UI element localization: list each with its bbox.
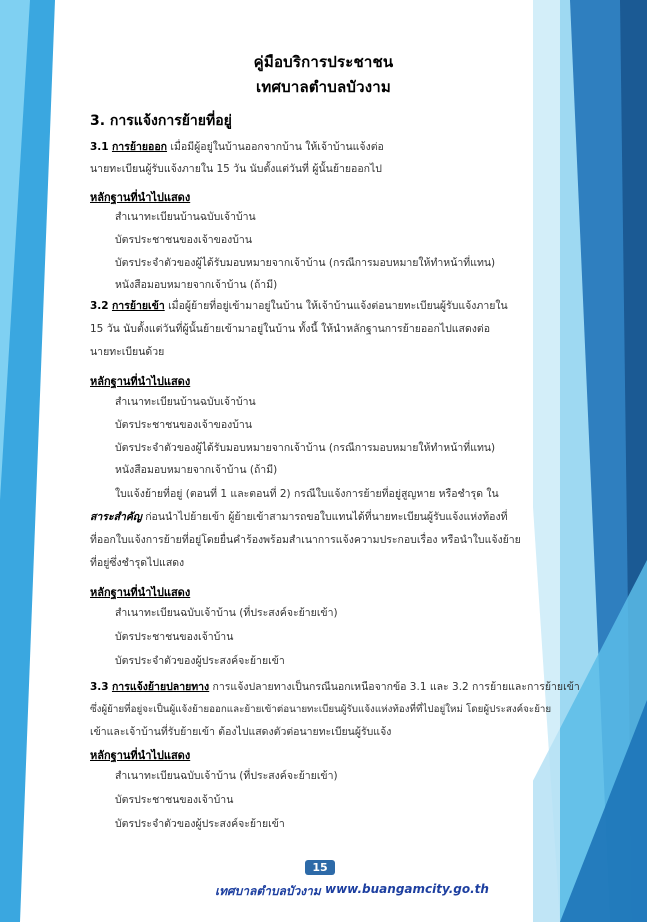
content-sheet-edge — [533, 0, 560, 922]
s31-item: บัตรประจำตัวของผู้ได้รับมอบหมายจากเจ้าบ้าน (กรณีการมอบหมายให้ทำหน้าที่แทน) — [115, 257, 496, 269]
s32-text1: เมื่อผู้ย้ายที่อยู่เข้ามาอยู่ในบ้าน ให้เจ้าบ้านแจ้งต่อนายทะเบียนผู้รับแจ้งภายใน — [168, 300, 508, 312]
s32-evidence2-heading: หลักฐานที่นำไปแสดง — [90, 586, 191, 599]
s32-item2: สำเนาทะเบียนฉบับเจ้าบ้าน (ที่ประสงค์จะย้ายเข้า) — [115, 607, 338, 619]
s33-item: บัตรประจำตัวของผู้ประสงค์จะย้ายเข้า — [115, 818, 285, 830]
s32-text3: นายทะเบียนด้วย — [90, 346, 165, 358]
s31-number: 3.1 — [90, 141, 109, 153]
footer-org: เทศบาลตำบลบัวงาม — [215, 884, 321, 898]
s31-text2: นายทะเบียนผู้รับแจ้งภายใน 15 วัน นับตั้งแต่วันที่ ผู้นั้นย้ายออกไป — [90, 163, 382, 175]
s32-item: บัตรประชาชนของเจ้าของบ้าน — [115, 419, 252, 431]
s32-item2: บัตรประชาชนของเจ้าบ้าน — [115, 631, 234, 643]
s32-item: หนังสือมอบหมายจากเจ้าบ้าน (ถ้ามี) — [115, 464, 278, 476]
s33-title: การแจ้งย้ายปลายทาง — [111, 681, 210, 693]
s33-text1: การแจ้งปลายทางเป็นกรณีนอกเหนือจากข้อ 3.1 และ 3.2 การย้ายและการย้ายเข้า — [212, 681, 580, 693]
s32-text2: 15 วัน นับตั้งแต่วันที่ผู้นั้นย้ายเข้ามาอยู่ในบ้าน ทั้งนี้ ให้นำหลักฐานการย้ายออกไปแสดงต่อ — [90, 323, 491, 335]
s32-note2-line — [90, 510, 508, 524]
s33-number: 3.3 — [90, 681, 109, 693]
s33-evidence-heading: หลักฐานที่นำไปแสดง — [90, 749, 191, 762]
s33-text2: ซึ่งผู้ย้ายที่อยู่จะเป็นผู้แจ้งย้ายออกและย้ายเข้าต่อนายทะเบียนผู้รับแจ้งแห่งท้องที่ที่ไปอยู่ใหม่ โดยผู้ประสงค์จะย้าย — [90, 704, 552, 715]
s33-item: บัตรประชาชนของเจ้าบ้าน — [115, 794, 234, 806]
s31-item: หนังสือมอบหมายจากเจ้าบ้าน (ถ้ามี) — [115, 279, 278, 291]
section-heading: 3. การแจ้งการย้ายที่อยู่ — [90, 113, 232, 129]
s31-item: สำเนาทะเบียนบ้านฉบับเจ้าบ้าน — [115, 211, 256, 223]
s33-text3: เข้าและเจ้าบ้านที่รับย้ายเข้า ต้องไปแสดงตัวต่อนายทะเบียนผู้รับแจ้ง — [90, 726, 392, 738]
page-number: 15 — [305, 860, 335, 875]
s32-note-emphasis: สาระสำคัญ — [90, 511, 142, 523]
s32-title: การย้ายเข้า — [111, 300, 165, 312]
s31-text1: เมื่อมีผู้อยู่ในบ้านออกจากบ้าน ให้เจ้าบ้านแจ้งต่อ — [170, 141, 384, 153]
s31-evidence-heading: หลักฐานที่นำไปแสดง — [90, 191, 191, 204]
s32-item2: บัตรประจำตัวของผู้ประสงค์จะย้ายเข้า — [115, 655, 285, 667]
s33-item: สำเนาทะเบียนฉบับเจ้าบ้าน (ที่ประสงค์จะย้ายเข้า) — [115, 770, 338, 782]
s32-note1: ใบแจ้งย้ายที่อยู่ (ตอนที่ 1 และตอนที่ 2) กรณีใบแจ้งการย้ายที่อยู่สูญหาย หรือชำรุด ใน — [115, 488, 499, 500]
s32-item: บัตรประจำตัวของผู้ได้รับมอบหมายจากเจ้าบ้าน (กรณีการมอบหมายให้ทำหน้าที่แทน) — [115, 442, 496, 454]
s31-item: บัตรประชาชนของเจ้าของบ้าน — [115, 234, 252, 246]
s32-line1 — [90, 299, 508, 313]
s31-title: การย้ายออก — [111, 141, 168, 153]
content-sheet — [55, 0, 533, 922]
s32-note2: ก่อนนำไปย้ายเข้า ผู้ย้ายเข้าสามารถขอใบแทนได้ที่นายทะเบียนผู้รับแจ้งแห่งท้องที่ — [145, 511, 508, 523]
s32-evidence-heading: หลักฐานที่นำไปแสดง — [90, 375, 191, 388]
s31-line1 — [90, 140, 384, 154]
doc-title: คู่มือบริการประชาชน — [253, 53, 394, 71]
s32-number: 3.2 — [90, 300, 109, 312]
s32-note4: ที่อยู่ซึ่งชำรุดไปแสดง — [90, 557, 185, 569]
footer-website[interactable]: www.buangamcity.go.th — [325, 882, 489, 896]
s33-line1 — [90, 680, 580, 694]
doc-subtitle: เทศบาลตำบลบัวงาม — [256, 78, 391, 96]
s32-item: สำเนาทะเบียนบ้านฉบับเจ้าบ้าน — [115, 396, 256, 408]
s32-note3: ที่ออกใบแจ้งการย้ายที่อยู่โดยยื่นคำร้องพร้อมสำเนาการแจ้งความประกอบเรื่อง หรือนำใบแจ้งย้าย — [90, 534, 521, 546]
